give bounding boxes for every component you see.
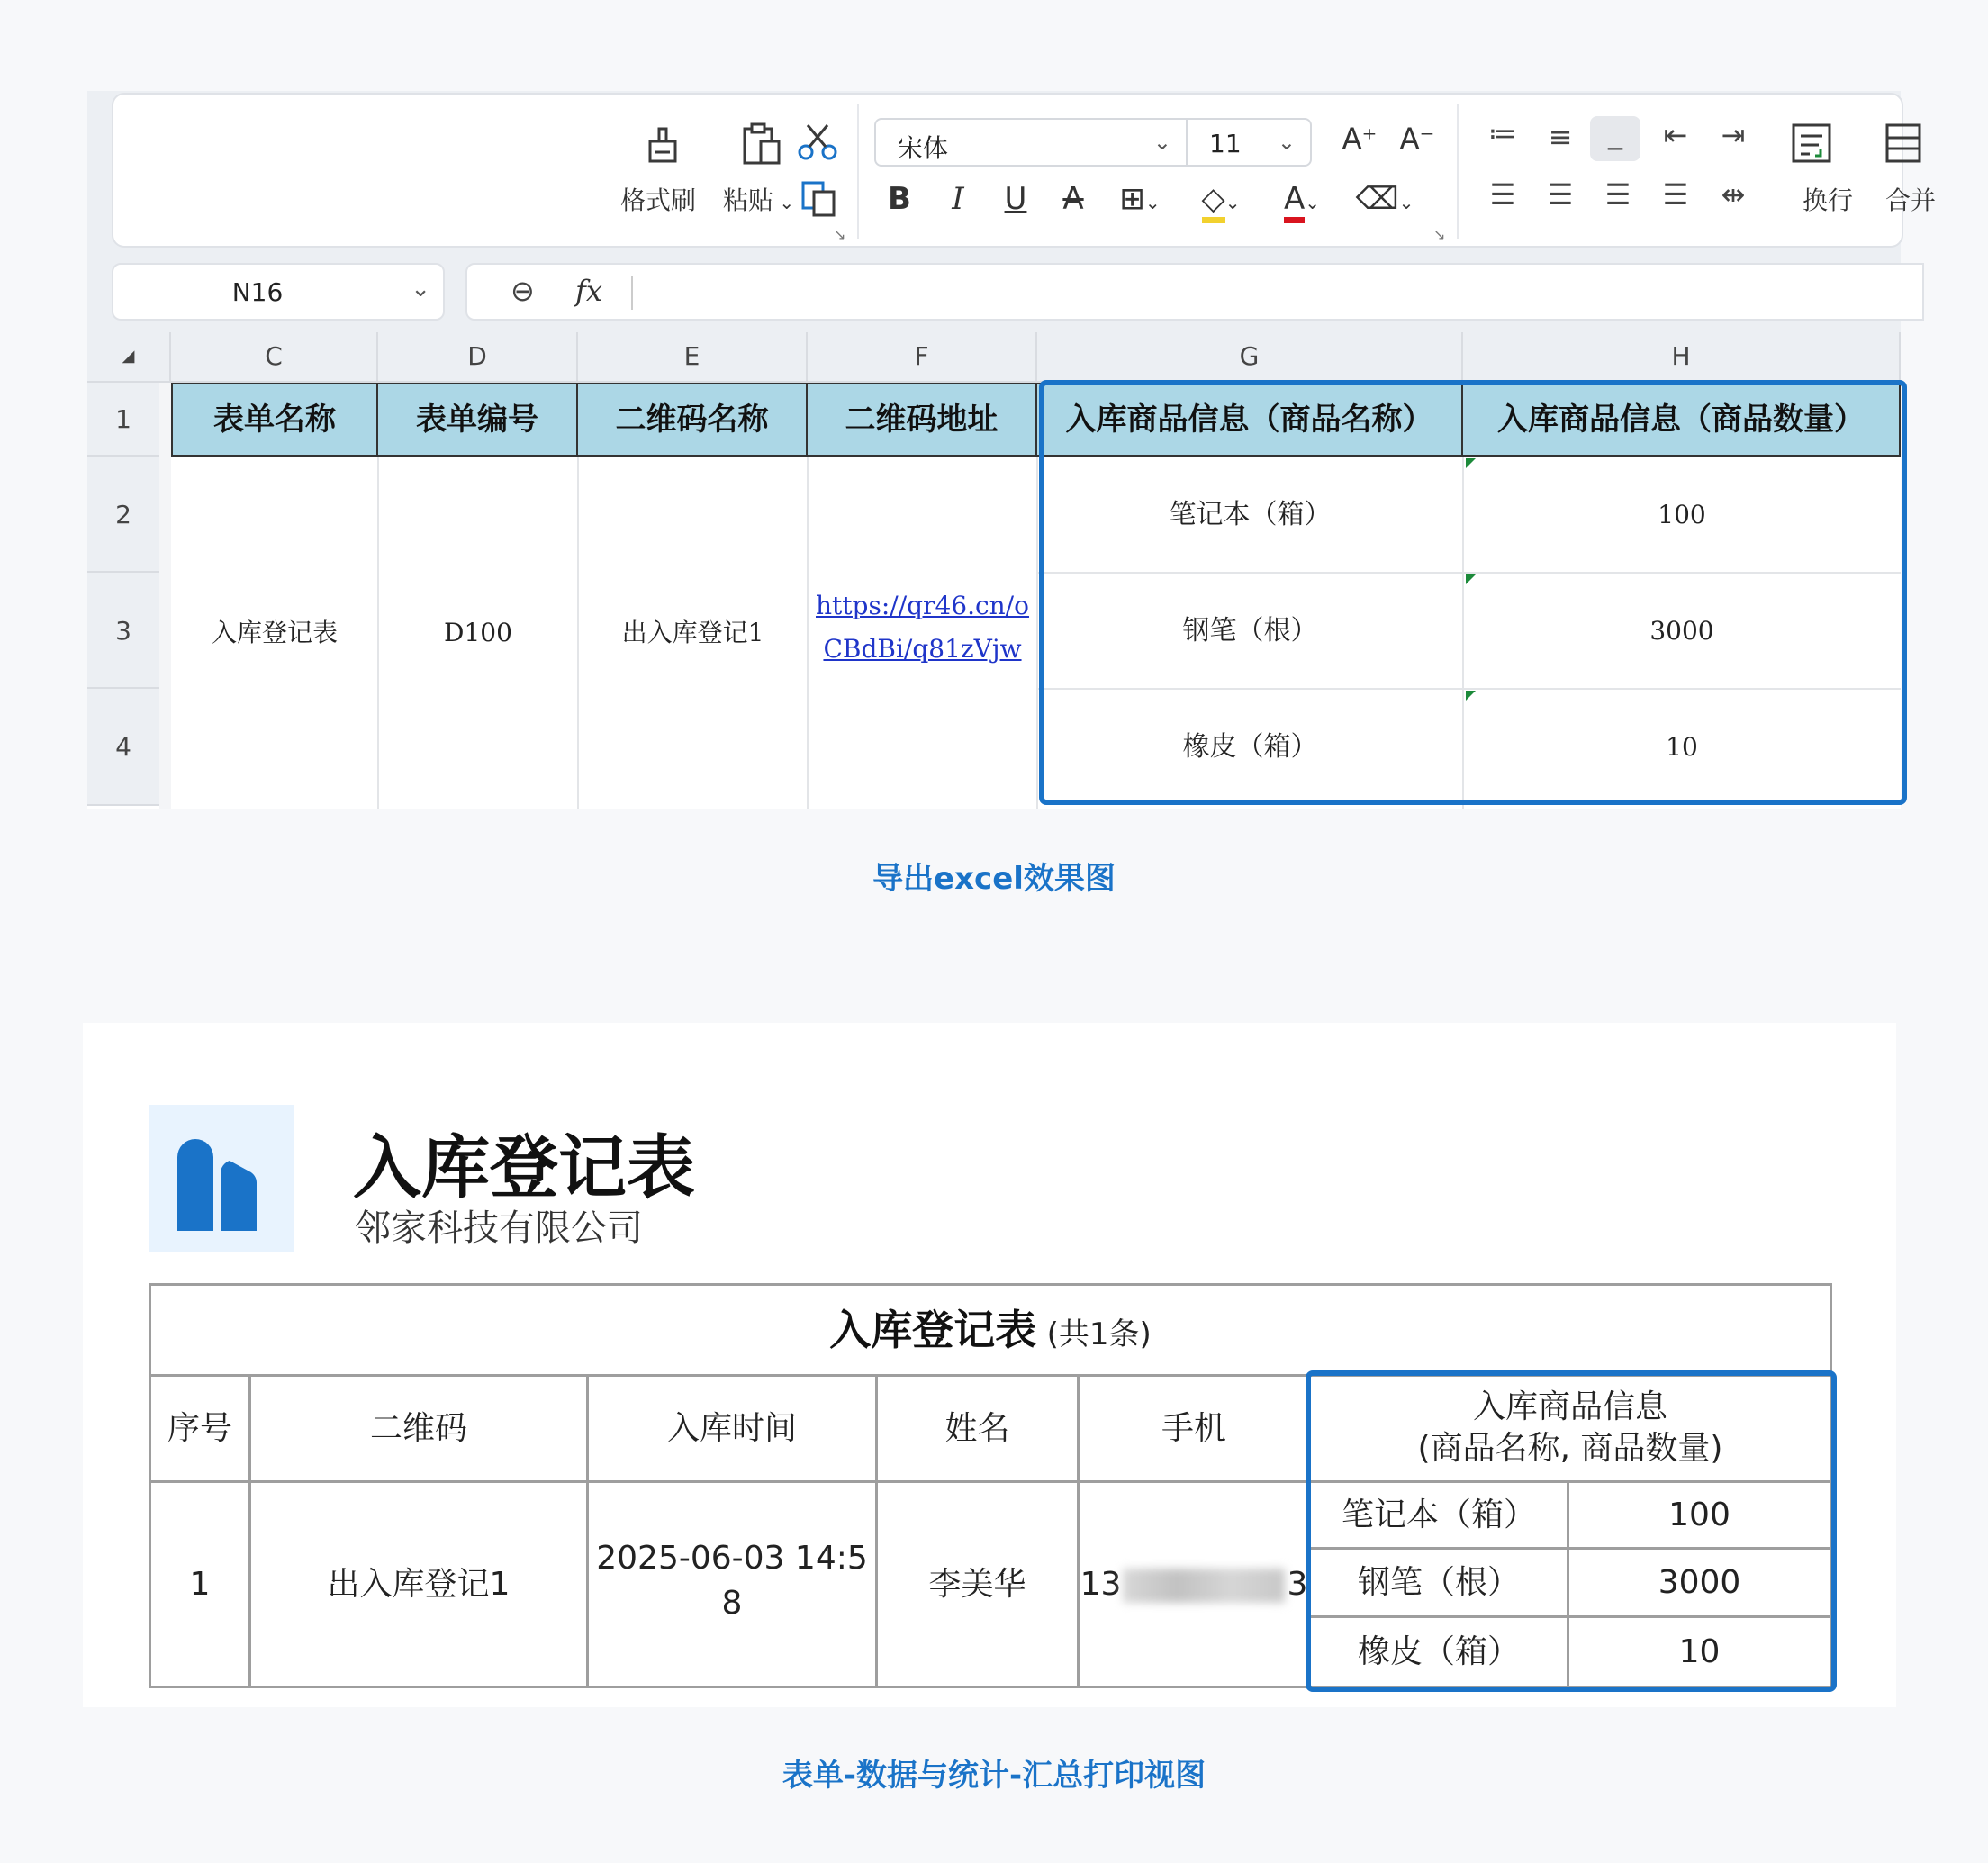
- cell-goods-name-1[interactable]: 笔记本（箱）: [1169, 499, 1332, 530]
- underline-icon[interactable]: U: [1004, 181, 1027, 217]
- cell-qr-url[interactable]: [808, 584, 1037, 671]
- increase-indent-icon[interactable]: ⇥: [1721, 118, 1746, 152]
- number-as-text-indicator: [1466, 691, 1476, 701]
- cell-goods-name-1: 笔记本（箱）: [1341, 1497, 1536, 1533]
- cell-goods-name-2[interactable]: 钢笔（根）: [1182, 615, 1318, 647]
- column-header-c[interactable]: C: [171, 332, 378, 383]
- distribute-icon[interactable]: ⇹: [1721, 177, 1746, 212]
- merge-icon[interactable]: [1884, 122, 1920, 171]
- cell-qr: 出入库登记1: [327, 1566, 511, 1603]
- font-dialog-launcher-icon[interactable]: ↘: [1433, 226, 1446, 243]
- strikethrough-icon[interactable]: A: [1062, 181, 1084, 217]
- font-color-icon[interactable]: A⌄: [1266, 181, 1338, 217]
- cell-phone: 13 3: [1080, 1566, 1308, 1603]
- cell-form-no[interactable]: D100: [444, 618, 512, 647]
- wrap-text-label[interactable]: 换行: [1803, 185, 1854, 215]
- font-grow-icon[interactable]: A⁺: [1342, 122, 1378, 156]
- align-bottom-icon[interactable]: _: [1590, 116, 1640, 161]
- cell-form-name[interactable]: 入库登记表: [211, 618, 338, 647]
- header-cell-goods-name[interactable]: 入库商品信息（商品名称）: [1037, 383, 1463, 457]
- summary-table: [149, 1283, 1832, 1688]
- column-header-f[interactable]: F: [808, 332, 1037, 383]
- align-top-icon[interactable]: ≔: [1488, 116, 1517, 150]
- excel-export-preview: [87, 91, 1937, 809]
- header-cell-goods-qty[interactable]: 入库商品信息（商品数量）: [1463, 383, 1901, 457]
- print-view-preview: [83, 1023, 1896, 1707]
- header-cell-form-name[interactable]: 表单名称: [171, 383, 378, 457]
- align-center-icon[interactable]: ☰: [1547, 177, 1574, 212]
- header-goods: 入库商品信息 (商品名称, 商品数量): [1417, 1388, 1723, 1467]
- bold-icon[interactable]: B: [888, 181, 911, 217]
- row-header-4[interactable]: 4: [87, 689, 159, 806]
- clear-format-icon[interactable]: ⌫⌄: [1355, 181, 1414, 217]
- merge-label[interactable]: 合并: [1885, 185, 1937, 215]
- header-phone: 手机: [1161, 1410, 1226, 1447]
- cell-goods-name-3[interactable]: 橡皮（箱）: [1182, 731, 1318, 763]
- header-cell-form-no[interactable]: 表单编号: [378, 383, 578, 457]
- formula-bar[interactable]: [465, 263, 1924, 321]
- cell-goods-qty-2: 3000: [1658, 1564, 1741, 1601]
- page-title: 入库登记表: [353, 1127, 695, 1207]
- number-as-text-indicator: [1466, 458, 1476, 468]
- cell-qr-name[interactable]: 出入库登记1: [621, 618, 764, 647]
- function-icon[interactable]: fx: [575, 274, 602, 308]
- align-middle-icon[interactable]: ≡: [1548, 120, 1573, 154]
- cell-name: 李美华: [928, 1566, 1026, 1603]
- format-painter-icon[interactable]: [636, 122, 690, 173]
- redacted-phone-digits: [1123, 1569, 1285, 1603]
- wrap-text-icon[interactable]: [1785, 122, 1839, 171]
- clipboard-dialog-launcher-icon[interactable]: ↘: [834, 226, 846, 243]
- fill-color-icon[interactable]: ◇⌄: [1185, 181, 1257, 217]
- font-name-select[interactable]: 宋体 ⌄: [874, 118, 1188, 167]
- number-as-text-indicator: [1466, 574, 1476, 584]
- column-header-d[interactable]: D: [378, 332, 578, 383]
- name-box[interactable]: N16 ⌄: [112, 263, 445, 321]
- cell-goods-qty-3[interactable]: 10: [1666, 732, 1698, 762]
- column-header-g[interactable]: G: [1037, 332, 1463, 383]
- ribbon-toolbar: [112, 93, 1937, 248]
- decrease-indent-icon[interactable]: ⇤: [1663, 118, 1688, 152]
- border-icon[interactable]: ⊞⌄: [1119, 181, 1161, 217]
- company-logo: [149, 1105, 294, 1252]
- italic-icon[interactable]: I: [952, 181, 964, 217]
- select-all-corner[interactable]: ◢: [87, 332, 171, 383]
- row-header-2[interactable]: 2: [87, 457, 159, 573]
- cell-goods-qty-1[interactable]: 100: [1658, 500, 1706, 529]
- copy-icon[interactable]: [792, 179, 846, 225]
- font-size-select[interactable]: 11 ⌄: [1186, 118, 1312, 167]
- cell-goods-name-3: 橡皮（箱）: [1357, 1633, 1520, 1670]
- worksheet-grid[interactable]: [87, 332, 1901, 809]
- cell-index: 1: [189, 1566, 211, 1603]
- header-qr: 二维码: [369, 1410, 467, 1447]
- format-painter-label[interactable]: 格式刷: [620, 185, 697, 215]
- column-header-e[interactable]: E: [578, 332, 808, 383]
- chevron-down-icon[interactable]: ⌄: [411, 276, 430, 303]
- company-name: 邻家科技有限公司: [355, 1207, 643, 1249]
- font-shrink-icon[interactable]: A⁻: [1399, 122, 1435, 156]
- qr-url-link[interactable]: https://qr46.cn/o CBdBi/q81zVjw: [816, 591, 1029, 664]
- column-header-h[interactable]: H: [1463, 332, 1901, 383]
- row-header-1[interactable]: 1: [87, 383, 159, 457]
- header-cell-qr-name[interactable]: 二维码名称: [578, 383, 808, 457]
- zoom-icon[interactable]: ⊖: [511, 274, 535, 308]
- paste-label[interactable]: 粘贴 ⌄: [723, 185, 795, 215]
- table-caption: 入库登记表 (共1条): [829, 1306, 1152, 1354]
- row-header-3[interactable]: 3: [87, 573, 159, 689]
- caption-excel: 导出excel效果图: [872, 861, 1116, 897]
- align-right-icon[interactable]: ☰: [1604, 177, 1631, 212]
- header-name: 姓名: [944, 1410, 1010, 1447]
- cut-icon[interactable]: [791, 123, 845, 167]
- header-index: 序号: [167, 1410, 232, 1447]
- align-left-icon[interactable]: ☰: [1489, 177, 1516, 212]
- justify-icon[interactable]: ☰: [1662, 177, 1689, 212]
- header-cell-qr-url[interactable]: 二维码地址: [808, 383, 1037, 457]
- cell-goods-qty-1: 100: [1668, 1497, 1730, 1533]
- cell-goods-qty-3: 10: [1678, 1633, 1721, 1670]
- paste-icon[interactable]: [735, 122, 789, 173]
- cell-time: 2025-06-03 14:5 8: [596, 1540, 868, 1622]
- cell-goods-qty-2[interactable]: 3000: [1649, 616, 1714, 646]
- chevron-down-icon: ⌄: [1152, 130, 1171, 155]
- cell-goods-name-2: 钢笔（根）: [1357, 1564, 1520, 1601]
- caption-print: 表单-数据与统计-汇总打印视图: [782, 1758, 1206, 1794]
- chevron-down-icon: ⌄: [1277, 130, 1296, 155]
- header-time: 入库时间: [666, 1410, 797, 1447]
